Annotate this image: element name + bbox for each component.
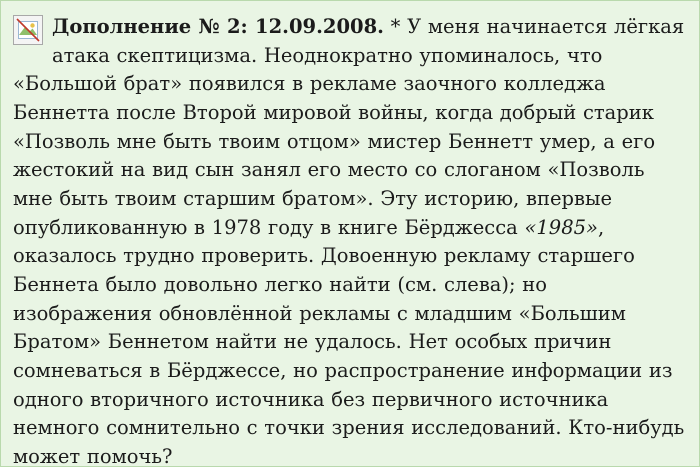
note-body-part-1: У меня начинается лёгкая атака скептицизма. Неоднократно упоминалось, что «Большой брат» появился в рекламе заочного колледжа Беннетта после Второй мировой войны, когда добрый старик «Позволь мне быть твоим отцом» мистер Беннетт умер, а его жестокий на вид сын занял его место со слоганом «Позволь мне быть твоим старшим братом». Эту историю, впервые опубликованную в 1978 году в книге Бёрджесса [13, 15, 685, 239]
note-star: * [390, 15, 401, 38]
note-text-block [13, 13, 685, 472]
note-lead-label: Дополнение № 2: 12.09.2008. [52, 15, 384, 38]
note-body-part-2: , оказалось трудно проверить. Довоенную рекламу старшего Беннета было довольно легко найти (см. слева); но изображения обновлённой рекламы с младшим «Большим Братом» Беннетом найти не удалось. Нет особых причин сомневаться в Бёрджессе, но распространение информации из одного вторичного источника без первичного источника немного сомнительно с точки зрения исследований. Кто-нибудь может помочь? [13, 215, 685, 468]
broken-image-thumbnail[interactable] [13, 15, 43, 45]
note-italic-fragment: «1985» [524, 215, 598, 239]
